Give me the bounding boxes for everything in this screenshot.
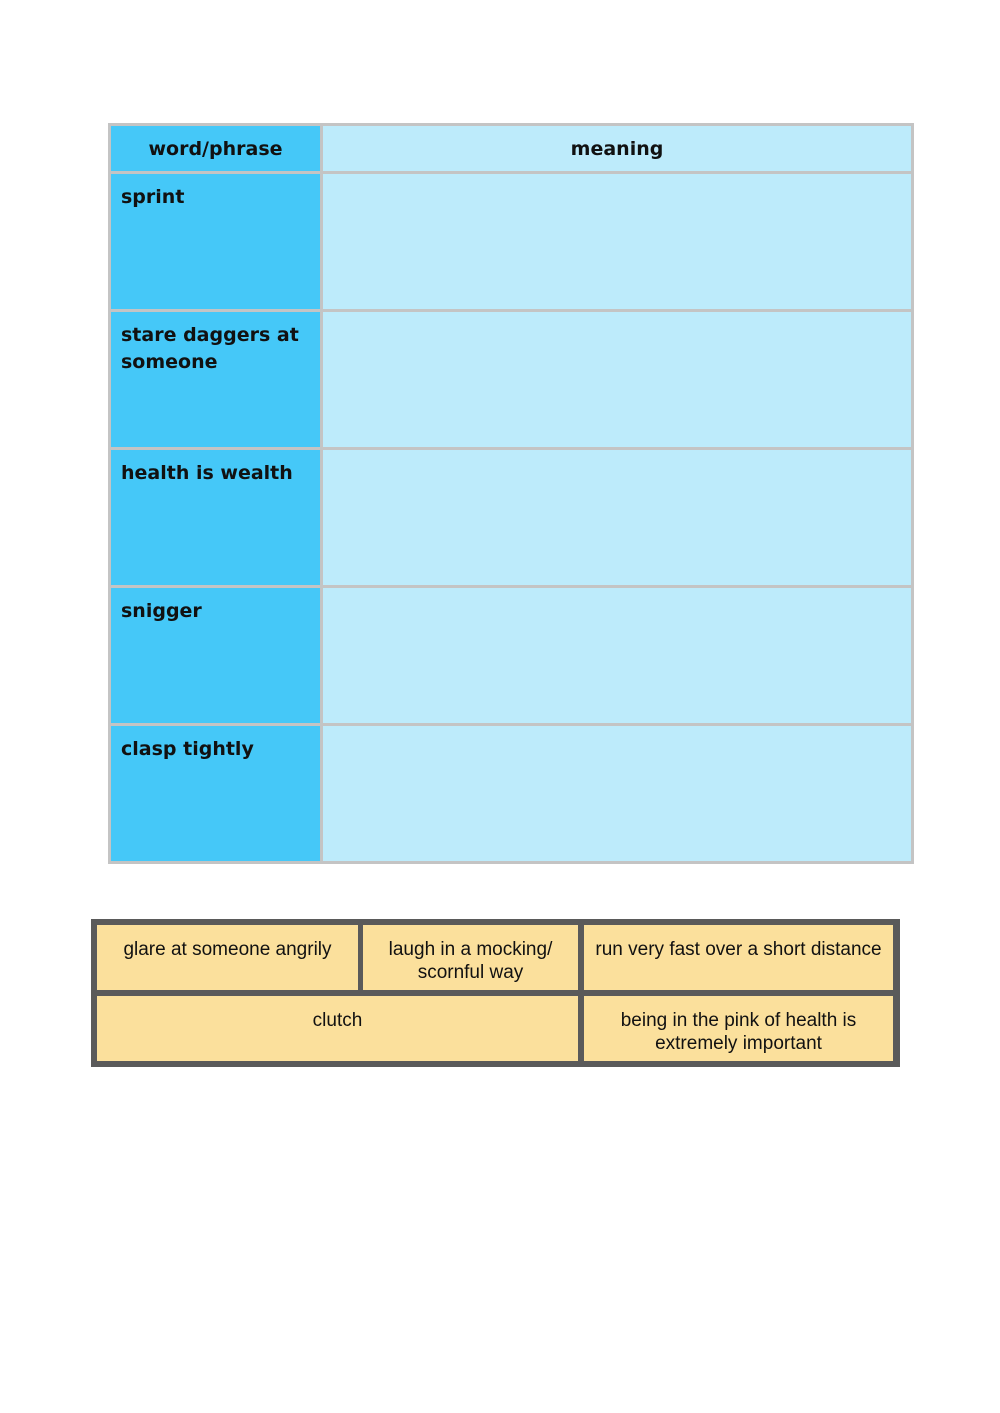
meaning-cell[interactable] xyxy=(322,173,913,311)
table-row xyxy=(110,449,913,587)
meaning-cell[interactable] xyxy=(322,311,913,449)
answer-card-laugh[interactable]: laugh in a mocking/ scornful way xyxy=(363,925,578,990)
word-cell: sprint xyxy=(110,173,322,311)
answer-card-health[interactable]: being in the pink of health is extremely important xyxy=(584,996,893,1061)
word-cell: snigger xyxy=(110,587,322,725)
meaning-cell[interactable] xyxy=(322,449,913,587)
header-word-phrase: word/phrase xyxy=(110,125,322,173)
meaning-cell[interactable] xyxy=(322,587,913,725)
table-row xyxy=(110,587,913,725)
vocabulary-table xyxy=(108,123,914,864)
header-meaning: meaning xyxy=(322,125,913,173)
word-cell: health is wealth xyxy=(110,449,322,587)
answer-card-run[interactable]: run very fast over a short distance xyxy=(584,925,893,990)
table-row xyxy=(110,311,913,449)
table-row xyxy=(110,173,913,311)
answer-card-bank xyxy=(91,919,900,1067)
word-cell: stare daggers at someone xyxy=(110,311,322,449)
answer-card-glare[interactable]: glare at someone angrily xyxy=(97,925,358,990)
word-cell: clasp tightly xyxy=(110,725,322,863)
table-header-row xyxy=(110,125,913,173)
answer-card-clutch[interactable]: clutch xyxy=(97,996,578,1061)
table-row xyxy=(110,725,913,863)
meaning-cell[interactable] xyxy=(322,725,913,863)
